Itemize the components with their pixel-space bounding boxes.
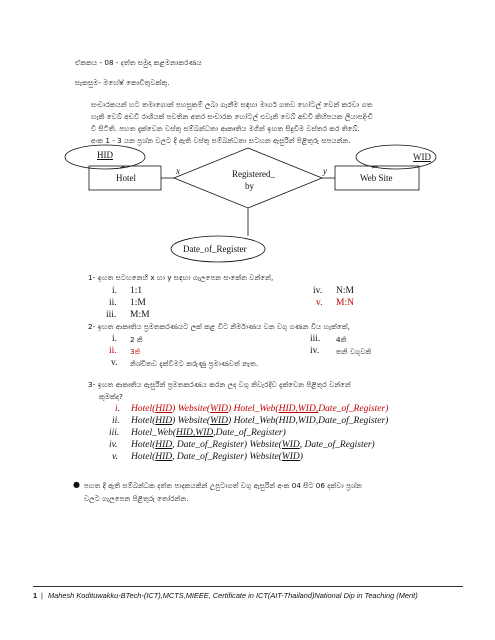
sql-option: Hotel(HID) Website(WID) Hotel_Web(HID,WID,Date_of_Register) <box>131 416 389 426</box>
option-number: iii. <box>109 428 120 438</box>
option-number: iv. <box>310 346 320 356</box>
sql-option: Hotel(HID, Date_of_Register) Website(WID) <box>131 452 303 462</box>
option-number: v. <box>112 452 118 462</box>
sql-option: Hotel(HID, Date_of_Register) Website(WID, Date_of_Register) <box>131 440 375 450</box>
relationship-label-2: by <box>245 181 254 191</box>
intro-line: වී සිටිති. පහත දැක්වෙන වස්තු සම්බන්ධතා ආකෘතිය මගින් ඉහත සිදුවීම වස්තර කර තිබේ. <box>91 124 360 133</box>
note-line: වලට ගැලපෙන පිළිතුරු තෝරන්න. <box>84 494 189 503</box>
hotel-entity-label: Hotel <box>116 173 136 183</box>
cardinality-x: x <box>176 166 180 176</box>
unit-title: ඒකකය - 08 - දත්ත සමුදා කළමනාකරණය <box>75 58 202 67</box>
option-value: M:N <box>336 298 354 308</box>
option-value: 3කි <box>130 347 141 356</box>
note-line: පහත දී ඇති සම්බන්ධක දත්ත පාදකයකින් උපුටාගත් වගු ඇසුරින් අංක 04 සිට 06 දක්වා ප්‍රශ්න <box>84 481 362 490</box>
option-value: N:M <box>336 286 354 296</box>
option-number: ii. <box>112 416 120 426</box>
option-number: ii. <box>109 298 117 308</box>
option-number: iv. <box>109 440 118 450</box>
intro-line: අංක 1 - 3 යන ප්‍රශ්න වලට දී ඇති වස්තු සම්බන්ධතා සටහන ඇසුරින් පිළිතුරු සපයන්න. <box>91 136 351 145</box>
relationship-label: Registered_ <box>232 169 275 179</box>
option-number: v. <box>111 358 118 368</box>
option-number: iii. <box>310 334 321 344</box>
intro-line: සංචාරකයන් හට තමාගොන් පහසුකම් ලබා ගැනීම සඳහා මාර්ග ගතව හෝටල් වෙන් කරවා ගත <box>91 100 373 109</box>
question-3: 3- ඉහත ආකෘතිය ඇසුරින් ප්‍රමතකරණය කරන ලද වගු නිවැරදිව දැක්වෙන පිළිතුර වන්නේ <box>88 380 351 389</box>
sql-option: Hotel_Web(HID,WID,Date_of_Register) <box>131 428 286 438</box>
hid-attribute-label: HID <box>97 150 113 160</box>
website-entity-label: Web Site <box>360 173 393 183</box>
option-value: 4කි <box>336 335 347 344</box>
date-attribute-label: Date_of_Register <box>183 244 247 254</box>
question-2: 2- ඉහත ආකෘතිය ප්‍රමතකරණයට ලක් කළ විට නිර්මාණය වන වගු ගණන විය හැක්කේ, <box>88 322 350 331</box>
prepared-by: සැකසුම- මහේෂ් කොඩිතුවක්කු. <box>75 78 170 87</box>
option-number: i. <box>115 404 121 414</box>
footer-credits: Mahesh Kodituwakku-BTech-(ICT),MCTS,MIEEE, Certificate in ICT(AIT-Thailand)National Dip in Teaching (Merit) <box>48 591 418 600</box>
option-number: ii. <box>109 346 117 356</box>
option-number: i. <box>112 286 118 296</box>
bullet-icon: ● <box>73 480 80 489</box>
option-value: 1:1 <box>130 286 143 296</box>
wid-attribute-label: WID <box>413 152 431 162</box>
intro-line: හැකි වෙබ් අඩවි රාශියක් පවතින අතර සංචාරක හෝටල් එවැනි වෙබ් අඩවි කිහිපයක ලියාපදිංචි <box>91 112 373 121</box>
option-value: තනි වගුවකි <box>336 347 372 356</box>
option-number: i. <box>112 334 118 344</box>
option-value: M:M <box>130 310 150 320</box>
option-value: නිශ්චිතව දැක්වීමට කරුණු ප්‍රමාණවත් නැත. <box>130 359 259 368</box>
cardinality-y: y <box>323 166 327 176</box>
option-number: v. <box>316 298 323 308</box>
question-1: 1- ඉහත සටහනෙහි x හා y සඳහා ගැලපෙන සංකේත වන්නේ, <box>88 273 274 282</box>
option-number: iii. <box>106 310 117 320</box>
option-value: 2 කි <box>130 335 143 344</box>
sql-option: Hotel(HID) Website(WID) Hotel_Web(HID,WID,Date_of_Register) <box>131 404 389 414</box>
footer-separator: | <box>41 591 43 600</box>
option-number: iv. <box>313 286 323 296</box>
page-number: 1 <box>33 591 38 600</box>
option-value: 1:M <box>130 298 146 308</box>
footer-rule <box>33 586 463 587</box>
question-3-cont: කුමක්ද? <box>99 392 123 401</box>
